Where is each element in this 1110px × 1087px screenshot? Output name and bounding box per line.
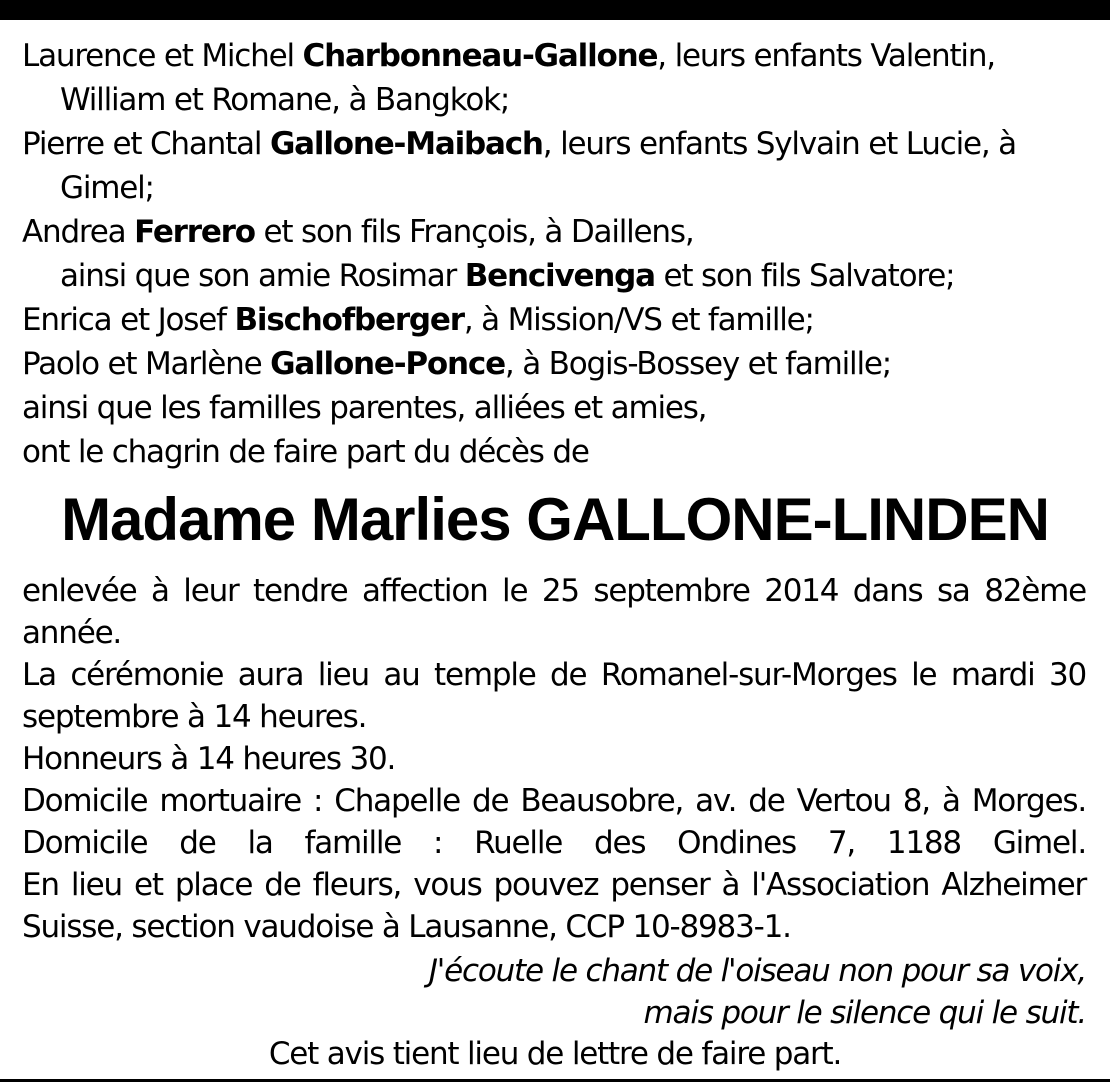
entry-prefix: Laurence et Michel [22, 38, 303, 74]
notice-details [22, 570, 1086, 948]
announcement-line: ont le chagrin de faire part du décès de [22, 434, 589, 470]
bottom-rule [0, 1079, 1110, 1082]
deceased-name: Madame Marlies GALLONE-LINDEN [61, 486, 1049, 553]
entry-prefix: Andrea [22, 214, 135, 250]
entry-suffix: , leurs enfants Valentin, William et Romane, à Bangkok; [60, 38, 995, 118]
family-name: Gallone-Maibach [269, 126, 543, 162]
family-entry-4 [22, 298, 1086, 342]
quote-line: J'écoute le chant de l'oiseau non pour sa voix, [428, 953, 1086, 989]
closing-note [0, 1033, 1110, 1075]
family-name: Charbonneau-Gallone [302, 38, 658, 74]
ceremony-text: La cérémonie aura lieu au temple de Romanel-sur-Morges le mardi 30 septembre à 14 heures. [22, 657, 1086, 735]
family-entry-3 [22, 210, 1086, 254]
relatives-line: ainsi que les familles parentes, alliées et amies, [22, 390, 707, 426]
entry-suffix: , leurs enfants Sylvain et Lucie, à Gimel; [60, 126, 1016, 206]
family-address: Domicile de la famille : Ruelle des Ondines 7, 1188 Gimel. [22, 825, 1086, 861]
closing-quote [429, 950, 1086, 1034]
entry-suffix: et son fils Salvatore; [654, 258, 955, 294]
family-name: Gallone-Ponce [270, 346, 505, 382]
quote-line: mais pour le silence qui le suit. [643, 995, 1086, 1031]
family-name: Bencivenga [464, 258, 655, 294]
family-entry-3-continued [22, 254, 1086, 298]
entry-suffix: , à Bogis-Bossey et famille; [504, 346, 891, 382]
closing-text: Cet avis tient lieu de lettre de faire part. [268, 1036, 842, 1072]
family-list [22, 34, 1086, 474]
entry-prefix: Paolo et Marlène [22, 346, 271, 382]
family-entry-2 [22, 122, 1086, 210]
family-entry-5 [22, 342, 1086, 386]
family-entry-1 [22, 34, 1086, 122]
family-name: Bischofberger [234, 302, 464, 338]
entry-prefix: ainsi que son amie Rosimar [60, 258, 465, 294]
entry-suffix: , à Mission/VS et famille; [463, 302, 814, 338]
entry-prefix: Pierre et Chantal [22, 126, 270, 162]
donation-text: En lieu et place de fleurs, vous pouvez penser à l'Association Alzheimer Suisse, section vaudoise à Lausanne, CCP 10-8983-1. [22, 867, 1086, 945]
top-rule [0, 0, 1110, 20]
entry-prefix: Enrica et Josef [22, 302, 235, 338]
entry-suffix: et son fils François, à Daillens, [254, 214, 694, 250]
honours-text: Honneurs à 14 heures 30. [22, 741, 396, 777]
family-name: Ferrero [134, 214, 255, 250]
passing-text: enlevée à leur tendre affection le 25 septembre 2014 dans sa 82ème année. [22, 573, 1086, 651]
mortuary-address: Domicile mortuaire : Chapelle de Beausobre, av. de Vertou 8, à Morges. [22, 783, 1086, 819]
